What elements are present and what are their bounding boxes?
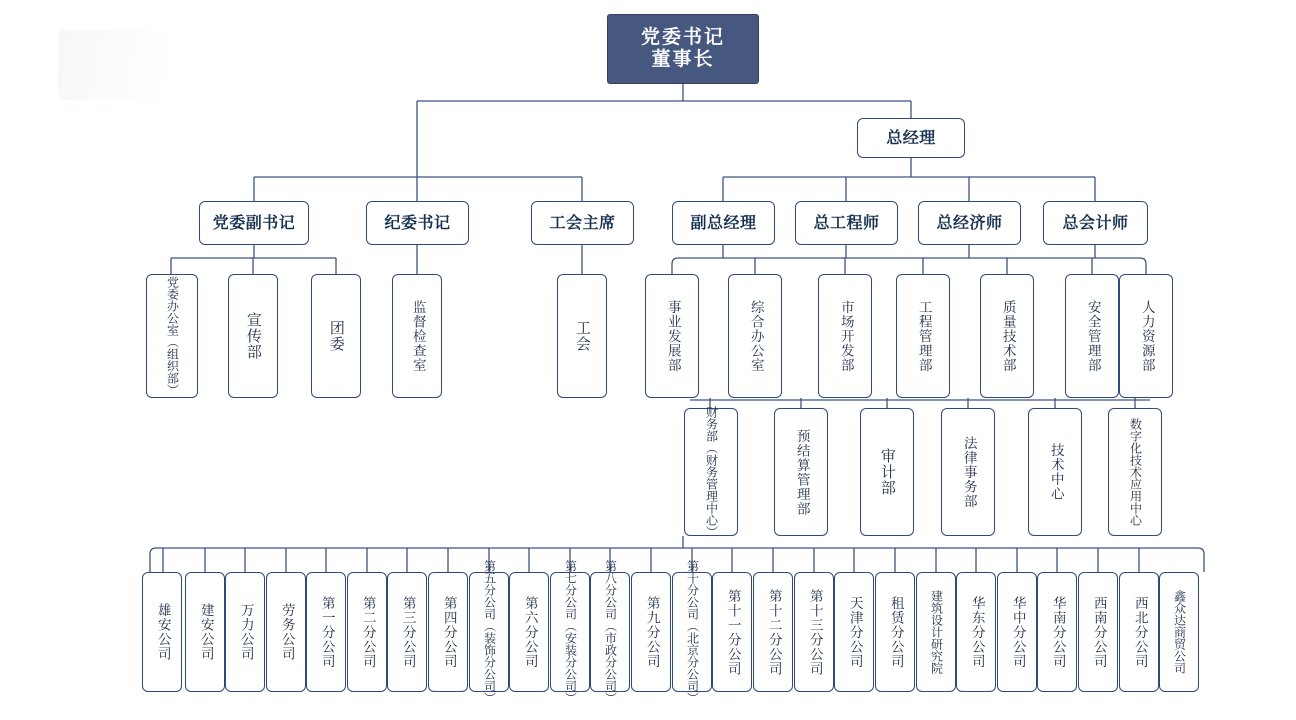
node-root[interactable]	[607, 14, 759, 84]
list-item-branch[interactable]: 第十三分公司	[794, 572, 834, 692]
list-item-branch[interactable]: 第八分公司（市政分公司）	[590, 572, 630, 692]
list-item-branch[interactable]: 第十分公司（北京分公司）	[672, 572, 712, 692]
list-item-branch[interactable]: 建筑设计研究院	[916, 572, 956, 692]
node-budget-settlement-dept[interactable]: 预结算管理部	[774, 408, 828, 536]
node-project-management-dept[interactable]: 工程管理部	[896, 274, 950, 398]
list-item-branch[interactable]: 华南分公司	[1037, 572, 1077, 692]
node-chief-economist[interactable]: 总经济师	[918, 201, 1021, 245]
list-item-branch[interactable]: 第四分公司	[428, 572, 468, 692]
node-chief-accountant[interactable]: 总会计师	[1043, 201, 1148, 245]
node-publicity-dept[interactable]: 宣传部	[228, 274, 278, 398]
node-audit-dept[interactable]: 审计部	[860, 408, 914, 536]
node-business-development-dept[interactable]: 事业发展部	[645, 274, 699, 398]
list-item-branch[interactable]: 建安公司	[185, 572, 225, 692]
list-item-branch[interactable]: 西南分公司	[1078, 572, 1118, 692]
list-item-branch[interactable]: 租赁分公司	[875, 572, 915, 692]
node-chief-engineer[interactable]: 总工程师	[795, 201, 898, 245]
list-item-branch[interactable]: 第七分公司（安装分公司）	[550, 572, 590, 692]
node-union-chairman[interactable]: 工会主席	[531, 201, 634, 245]
root-line-2: 董事长	[651, 48, 715, 70]
node-finance-dept[interactable]: 财务部（财务管理中心）	[684, 408, 738, 536]
list-item-branch[interactable]: 第六分公司	[509, 572, 549, 692]
root-line-1: 党委书记	[640, 26, 725, 49]
list-item-branch[interactable]: 华东分公司	[956, 572, 996, 692]
node-safety-management-dept[interactable]: 安全管理部	[1065, 274, 1119, 398]
list-item-branch[interactable]: 第九分公司	[631, 572, 671, 692]
node-labor-union[interactable]: 工会	[557, 274, 607, 398]
node-general-office[interactable]: 综合办公室	[728, 274, 782, 398]
list-item-branch[interactable]: 第二分公司	[347, 572, 387, 692]
list-item-branch[interactable]: 西北分公司	[1119, 572, 1159, 692]
list-item-branch[interactable]: 第三分公司	[387, 572, 427, 692]
list-item-branch[interactable]: 雄安公司	[142, 572, 182, 692]
list-item-branch[interactable]: 第十一分公司	[712, 572, 752, 692]
list-item-branch[interactable]: 天津分公司	[834, 572, 874, 692]
list-item-branch[interactable]: 鑫众达商贸公司	[1159, 572, 1199, 692]
node-digital-tech-application-center[interactable]: 数字化技术应用中心	[1108, 408, 1162, 536]
node-deputy-general-manager[interactable]: 副总经理	[672, 201, 775, 245]
list-item-branch[interactable]: 第十二分公司	[753, 572, 793, 692]
node-supervision-office[interactable]: 监督检查室	[392, 274, 442, 398]
node-general-manager[interactable]: 总经理	[857, 118, 965, 158]
node-discipline-secretary[interactable]: 纪委书记	[366, 201, 469, 245]
node-quality-technology-dept[interactable]: 质量技术部	[980, 274, 1034, 398]
node-deputy-party-secretary[interactable]: 党委副书记	[199, 201, 309, 245]
list-item-branch[interactable]: 第一分公司	[306, 572, 346, 692]
node-market-development-dept[interactable]: 市场开发部	[818, 274, 872, 398]
list-item-branch[interactable]: 万力公司	[225, 572, 265, 692]
node-party-office[interactable]: 党委办公室（组织部）	[146, 274, 198, 398]
list-item-branch[interactable]: 劳务公司	[266, 572, 306, 692]
watermark	[58, 30, 248, 100]
list-item-branch[interactable]: 华中分公司	[997, 572, 1037, 692]
list-item-branch[interactable]: 第五分公司（装饰分公司）	[469, 572, 509, 692]
node-technology-center[interactable]: 技术中心	[1028, 408, 1082, 536]
node-youth-league[interactable]: 团委	[311, 274, 361, 398]
node-legal-affairs-dept[interactable]: 法律事务部	[941, 408, 995, 536]
node-human-resources-dept[interactable]: 人力资源部	[1119, 274, 1173, 398]
